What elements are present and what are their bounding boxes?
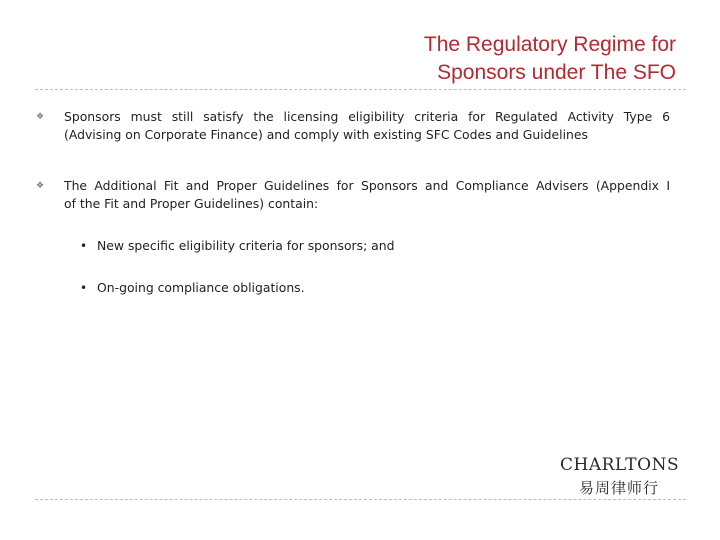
square-bullet-icon: ❖: [36, 112, 45, 122]
top-divider: [35, 89, 686, 90]
slide-title: [256, 31, 676, 87]
bullet-1-line-2: (Advising on Corporate Finance) and comply with existing SFC Codes and Guidelines: [64, 127, 588, 142]
bullet-1-line-1: Sponsors must still satisfy the licensing eligibility criteria for Regulated Activity Type 6: [64, 109, 670, 124]
bullet-2-line-2: of the Fit and Proper Guidelines) contain:: [64, 196, 319, 211]
bullet-text-2: [64, 177, 670, 213]
bullet-text-1: [64, 108, 670, 144]
sub-bullet-text-1: New specific eligibility criteria for sponsors; and: [97, 238, 395, 253]
square-bullet-icon: ❖: [36, 181, 45, 191]
slide-title-line-1: The Regulatory Regime for: [423, 33, 676, 56]
logo-chinese-name: 易周律师行: [579, 479, 660, 497]
bullet-2-line-1: The Additional Fit and Proper Guidelines for Sponsors and Compliance Advisers (Appendix I: [64, 178, 670, 193]
charltons-logo: [556, 450, 682, 498]
round-bullet-icon: •: [80, 239, 88, 253]
round-bullet-icon: •: [80, 281, 88, 295]
bottom-divider: [35, 499, 686, 500]
sub-bullet-text-2: On-going compliance obligations.: [97, 280, 305, 295]
slide-title-line-2: Sponsors under The SFO: [437, 61, 676, 84]
logo-wordmark: CHARLTONS: [560, 455, 680, 475]
